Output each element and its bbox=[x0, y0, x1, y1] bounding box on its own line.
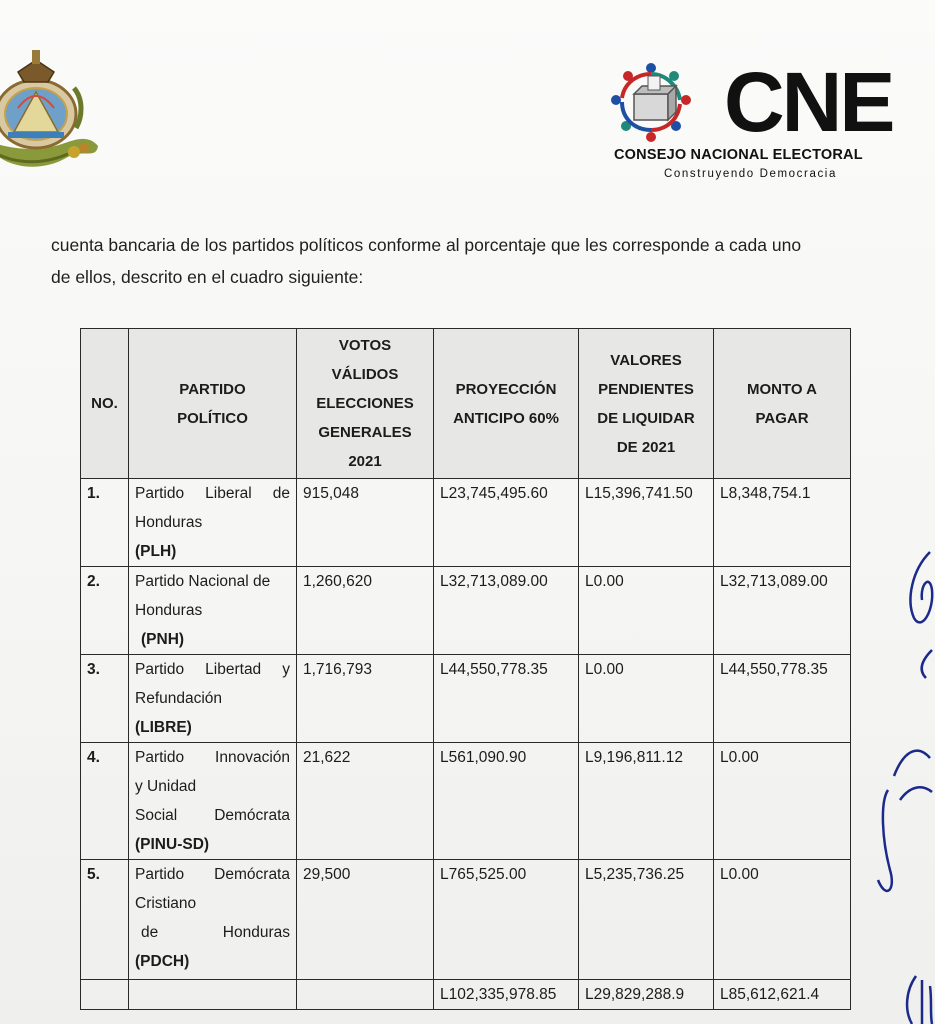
table-header-row bbox=[81, 329, 851, 479]
projection-cell: L44,550,778.35 bbox=[434, 655, 579, 743]
row-number: 2. bbox=[81, 567, 129, 655]
table-row bbox=[81, 743, 851, 860]
logo-wordmark: CNE bbox=[724, 55, 893, 149]
votes-cell: 21,622 bbox=[297, 743, 434, 860]
pending-cell: L0.00 bbox=[579, 655, 714, 743]
org-name: CONSEJO NACIONAL ELECTORAL bbox=[614, 147, 863, 163]
ballot-box-icon bbox=[608, 60, 694, 144]
amount-cell: L44,550,778.35 bbox=[714, 655, 851, 743]
signature-marks-icon bbox=[860, 540, 935, 1024]
votes-cell: 29,500 bbox=[297, 860, 434, 980]
header-votes: VOTOS VÁLIDOS ELECCIONES GENERALES 2021 bbox=[297, 329, 434, 479]
org-tagline: Construyendo Democracia bbox=[664, 168, 837, 180]
table-row bbox=[81, 655, 851, 743]
projection-cell: L561,090.90 bbox=[434, 743, 579, 860]
header-amount: MONTO A PAGAR bbox=[714, 329, 851, 479]
votes-cell: 1,716,793 bbox=[297, 655, 434, 743]
total-projection: L102,335,978.85 bbox=[434, 980, 579, 1010]
projection-cell: L32,713,089.00 bbox=[434, 567, 579, 655]
intro-paragraph bbox=[51, 229, 911, 293]
honduras-seal-icon bbox=[0, 48, 100, 174]
total-amount: L85,612,621.4 bbox=[714, 980, 851, 1010]
amount-cell: L0.00 bbox=[714, 743, 851, 860]
party-name: Partido Liberal de Honduras (PLH) bbox=[129, 479, 297, 567]
amount-cell: L8,348,754.1 bbox=[714, 479, 851, 567]
row-number: 1. bbox=[81, 479, 129, 567]
total-pending: L29,829,288.9 bbox=[579, 980, 714, 1010]
totals-empty-votes bbox=[297, 980, 434, 1010]
row-number: 3. bbox=[81, 655, 129, 743]
totals-row bbox=[81, 980, 851, 1010]
header-projection: PROYECCIÓN ANTICIPO 60% bbox=[434, 329, 579, 479]
pending-cell: L0.00 bbox=[579, 567, 714, 655]
votes-cell: 915,048 bbox=[297, 479, 434, 567]
pending-cell: L9,196,811.12 bbox=[579, 743, 714, 860]
row-number: 4. bbox=[81, 743, 129, 860]
totals-empty-party bbox=[129, 980, 297, 1010]
header-no: NO. bbox=[81, 329, 129, 479]
party-name: Partido Nacional de Honduras (PNH) bbox=[129, 567, 297, 655]
party-name: Partido Innovación y Unidad Social Demócrata (PINU-SD) bbox=[129, 743, 297, 860]
amount-cell: L0.00 bbox=[714, 860, 851, 980]
party-name: Partido Libertad y Refundación (LIBRE) bbox=[129, 655, 297, 743]
votes-cell: 1,260,620 bbox=[297, 567, 434, 655]
header-pending: VALORES PENDIENTES DE LIQUIDAR DE 2021 bbox=[579, 329, 714, 479]
table-row bbox=[81, 567, 851, 655]
row-number: 5. bbox=[81, 860, 129, 980]
intro-line-2: de ellos, descrito en el cuadro siguiente: bbox=[51, 267, 364, 287]
totals-empty-no bbox=[81, 980, 129, 1010]
pending-cell: L15,396,741.50 bbox=[579, 479, 714, 567]
intro-line-1: cuenta bancaria de los partidos políticos conforme al porcentaje que les corresponde a cada uno bbox=[51, 235, 802, 255]
funds-table bbox=[80, 328, 851, 1010]
header-party: PARTIDO POLÍTICO bbox=[129, 329, 297, 479]
party-name: Partido Demócrata Cristiano de Honduras (PDCH) bbox=[129, 860, 297, 980]
amount-cell: L32,713,089.00 bbox=[714, 567, 851, 655]
cne-logo bbox=[606, 55, 918, 188]
pending-cell: L5,235,736.25 bbox=[579, 860, 714, 980]
table-row bbox=[81, 860, 851, 980]
table-row bbox=[81, 479, 851, 567]
projection-cell: L765,525.00 bbox=[434, 860, 579, 980]
projection-cell: L23,745,495.60 bbox=[434, 479, 579, 567]
